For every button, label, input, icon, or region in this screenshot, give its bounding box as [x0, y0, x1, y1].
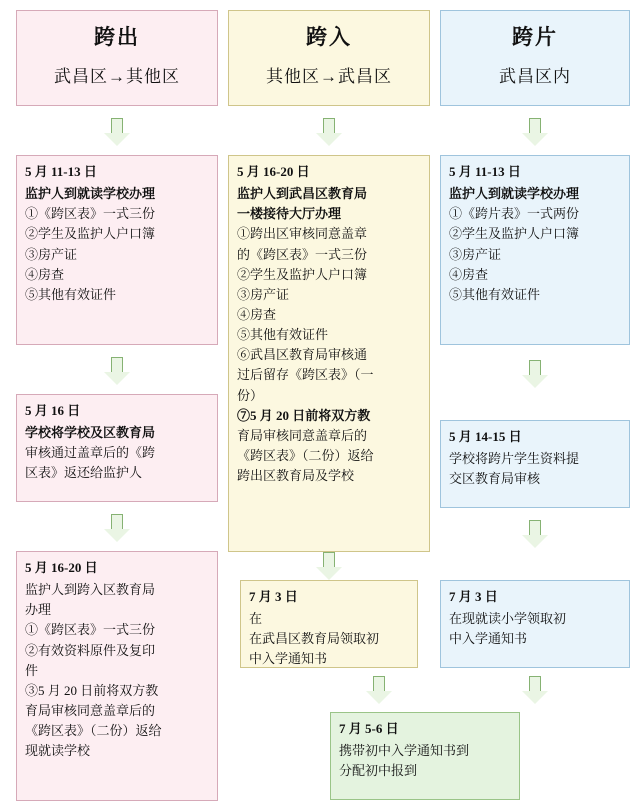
arrow-down-icon — [104, 357, 130, 385]
step-line: 在 — [249, 611, 263, 627]
arrow-down-icon — [522, 520, 548, 548]
step-line: 携带初中入学通知书到 — [339, 743, 470, 759]
step-line: ⑤其他有效证件 — [237, 327, 329, 343]
step-line: 一楼接待大厅办理 — [237, 206, 342, 222]
step-line: 学校将跨片学生资料提 — [449, 451, 580, 467]
step-line: 中入学通知书 — [449, 631, 528, 647]
step-date: 5 月 16 日 — [25, 403, 81, 418]
step-box-kuapian-1 — [440, 155, 630, 345]
step-line: 中入学通知书 — [249, 651, 328, 667]
column-title: 跨片 — [512, 25, 558, 49]
step-line: ⑥武昌区教育局审核通 — [237, 347, 368, 363]
step-box-kuaru-2 — [240, 580, 418, 668]
column-subtitle: 武昌区→其他区 — [54, 66, 180, 86]
step-line: ⑤其他有效证件 — [449, 286, 541, 302]
arrow-down-icon — [522, 360, 548, 388]
step-line: 学校将学校及区教育局 — [25, 425, 156, 441]
step-line: ①《跨区表》一式三份 — [25, 622, 156, 638]
step-line: 育局审核同意盖章后的 — [237, 427, 368, 443]
step-line-full: 在武昌区教育局领取初 — [249, 631, 380, 647]
step-line: 监护人到武昌区教育局 — [237, 186, 368, 202]
step-date: 5 月 14-15 日 — [449, 429, 522, 444]
step-box-kuaru-1 — [228, 155, 430, 552]
step-date: 7 月 3 日 — [249, 589, 298, 604]
arrow-down-icon — [316, 118, 342, 146]
step-date: 7 月 3 日 — [449, 589, 498, 604]
column-header-kuapian — [440, 10, 630, 106]
step-line: 件 — [25, 662, 39, 678]
step-line: 办理 — [25, 602, 52, 618]
step-line: 在现就读小学领取初 — [449, 611, 567, 627]
step-line: 份） — [237, 387, 264, 403]
step-date: 5 月 16-20 日 — [25, 560, 98, 575]
step-line: 监护人到跨入区教育局 — [25, 582, 156, 598]
step-line: ①跨出区审核同意盖章 — [237, 226, 368, 242]
step-line: ②学生及监护人户口簿 — [25, 226, 156, 242]
step-line: 过后留存《跨区表》（一 — [237, 367, 374, 383]
step-box-chuchu-3 — [16, 551, 218, 801]
step-line: ②有效资料原件及复印 — [25, 642, 156, 658]
step-date: 5 月 11-13 日 — [25, 164, 97, 179]
step-line: ③5 月 20 日前将双方教 — [25, 682, 159, 698]
step-line: ④房查 — [449, 266, 489, 282]
arrow-down-icon — [104, 118, 130, 146]
arrow-down-icon — [522, 676, 548, 704]
step-line: ⑤其他有效证件 — [25, 286, 117, 302]
step-line: ①《跨区表》一式三份 — [25, 206, 156, 222]
step-box-kuapian-2 — [440, 420, 630, 508]
final-step-box — [330, 712, 520, 800]
step-line: ③房产证 — [25, 246, 78, 262]
step-date: 5 月 11-13 日 — [449, 164, 521, 179]
step-line: 《跨区表》（二份）返给 — [237, 447, 374, 463]
step-line: 现就读学校 — [25, 743, 91, 759]
step-line: ④房查 — [25, 266, 65, 282]
step-line: ②学生及监护人户口簿 — [237, 266, 368, 282]
step-line: ③房产证 — [237, 286, 290, 302]
step-box-chuchu-1 — [16, 155, 218, 345]
step-date: 7 月 5-6 日 — [339, 721, 399, 736]
step-line: 育局审核同意盖章后的 — [25, 702, 156, 718]
arrow-down-icon — [366, 676, 392, 704]
step-line: 区表》返还给监护人 — [25, 465, 143, 481]
column-header-chuchu — [16, 10, 218, 106]
step-line: 的《跨区表》一式三份 — [237, 246, 368, 262]
step-line: 审核通过盖章后的《跨 — [25, 445, 156, 461]
step-line: ②学生及监护人户口簿 — [449, 226, 580, 242]
column-title: 跨入 — [306, 25, 352, 49]
step-line: ④房查 — [237, 306, 277, 322]
step-date: 5 月 16-20 日 — [237, 164, 310, 179]
column-subtitle: 武昌区内 — [499, 66, 571, 86]
step-box-kuapian-3 — [440, 580, 630, 668]
step-line: 分配初中报到 — [339, 763, 418, 779]
step-line: ⑦5 月 20 日前将双方教 — [237, 407, 371, 423]
step-line: ①《跨片表》一式两份 — [449, 206, 580, 222]
step-line: 监护人到就读学校办理 — [449, 186, 580, 202]
column-title: 跨出 — [94, 25, 140, 49]
step-line: 监护人到就读学校办理 — [25, 186, 156, 202]
step-box-chuchu-2 — [16, 394, 218, 502]
step-line: 交区教育局审核 — [449, 471, 541, 487]
arrow-down-icon — [316, 552, 342, 580]
arrow-down-icon — [522, 118, 548, 146]
step-line: ③房产证 — [449, 246, 502, 262]
step-line: 跨出区教育局及学校 — [237, 468, 355, 484]
column-header-kuaru — [228, 10, 430, 106]
arrow-down-icon — [104, 514, 130, 542]
column-subtitle: 其他区→武昌区 — [266, 66, 392, 86]
step-line: 《跨区表》（二份）返给 — [25, 723, 162, 739]
